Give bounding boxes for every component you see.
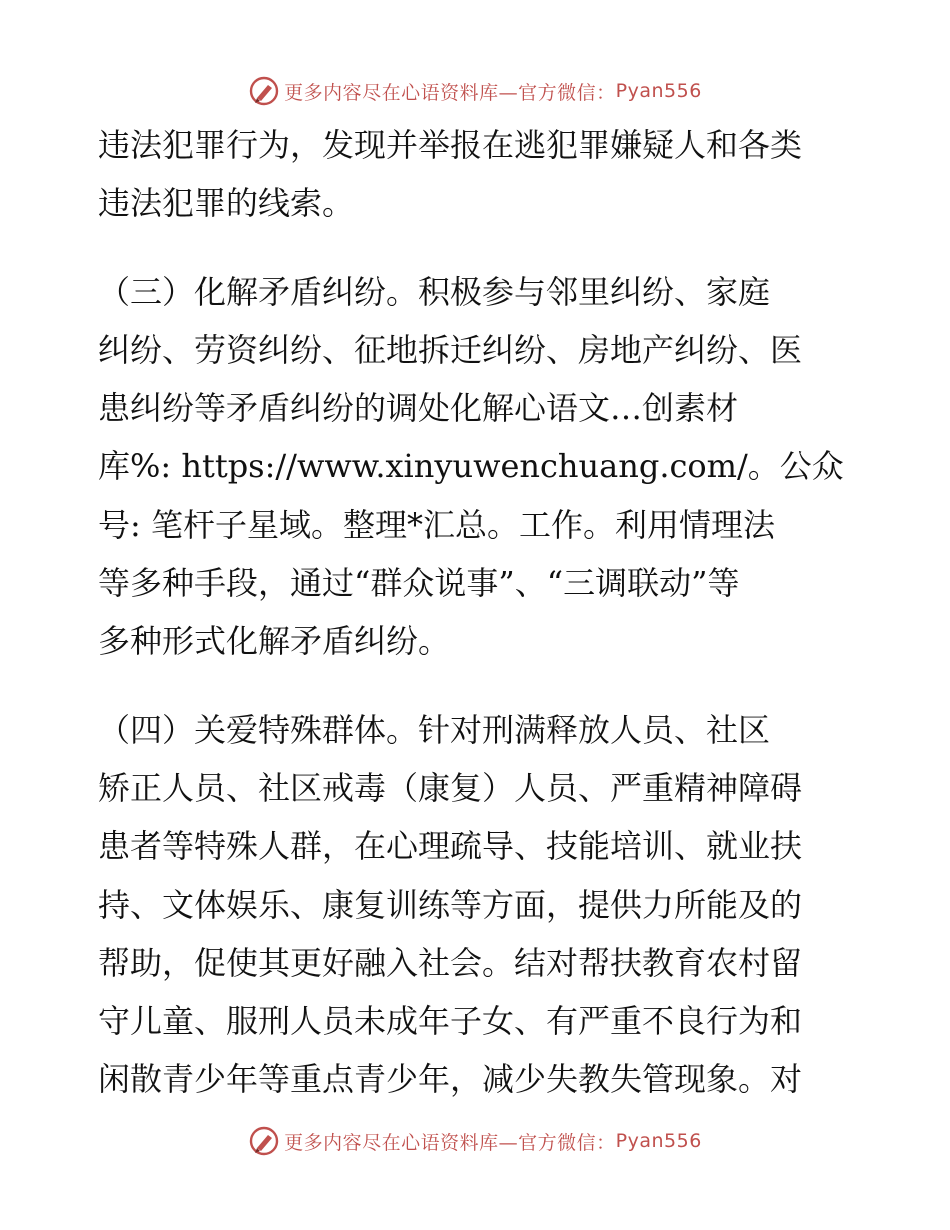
- text-line: 守儿童、服刑人员未成年子女、有严重不良行为和: [98, 1002, 803, 1041]
- text-line: 矫正人员、社区戒毒（康复）人员、严重精神障碍: [98, 768, 803, 807]
- pen-logo-icon: [248, 1125, 280, 1157]
- text-line: 持、文体娱乐、康复训练等方面，提供力所能及的: [98, 885, 803, 924]
- text-line: 帮助，促使其更好融入社会。结对帮扶教育农村留: [98, 943, 803, 982]
- text-line: 患者等特殊人群，在心理疏导、技能培训、就业扶: [98, 827, 803, 866]
- text-line: 号: 笔杆子星域。整理*汇总。工作。利用情理法: [98, 505, 775, 544]
- watermark-wechat-id: Pyan556: [615, 80, 702, 102]
- watermark-text: 更多内容尽在心语资料库—官方微信：: [284, 81, 616, 104]
- header-watermark: [0, 74, 950, 108]
- text-line: （四）关爱特殊群体。针对刑满释放人员、社区: [98, 710, 771, 749]
- text-line: 闲散青少年等重点青少年，减少失教失管现象。对: [98, 1060, 803, 1099]
- watermark-wechat-id: Pyan556: [615, 1130, 702, 1152]
- text-line: 库%: https://www.xinyuwenchuang.com/。公众: [98, 447, 844, 486]
- text-line: 等多种手段，通过“群众说事”、“三调联动”等: [98, 564, 740, 603]
- text-line: 违法犯罪行为，发现并举报在逃犯罪嫌疑人和各类: [98, 126, 803, 164]
- text-line: （三）化解矛盾纠纷。积极参与邻里纠纷、家庭: [98, 272, 771, 311]
- watermark-text: 更多内容尽在心语资料库—官方微信：: [284, 1131, 616, 1154]
- text-line: 违法犯罪的线索。: [98, 184, 355, 223]
- text-line: 患纠纷等矛盾纠纷的调处化解心语文…创素材: [98, 389, 739, 428]
- pen-logo-icon: [248, 75, 280, 107]
- footer-watermark: [0, 1124, 950, 1158]
- text-line: 纠纷、劳资纠纷、征地拆迁纠纷、房地产纠纷、医: [98, 330, 803, 369]
- document-body: [98, 116, 858, 1109]
- text-line: 多种形式化解矛盾纠纷。: [98, 622, 451, 661]
